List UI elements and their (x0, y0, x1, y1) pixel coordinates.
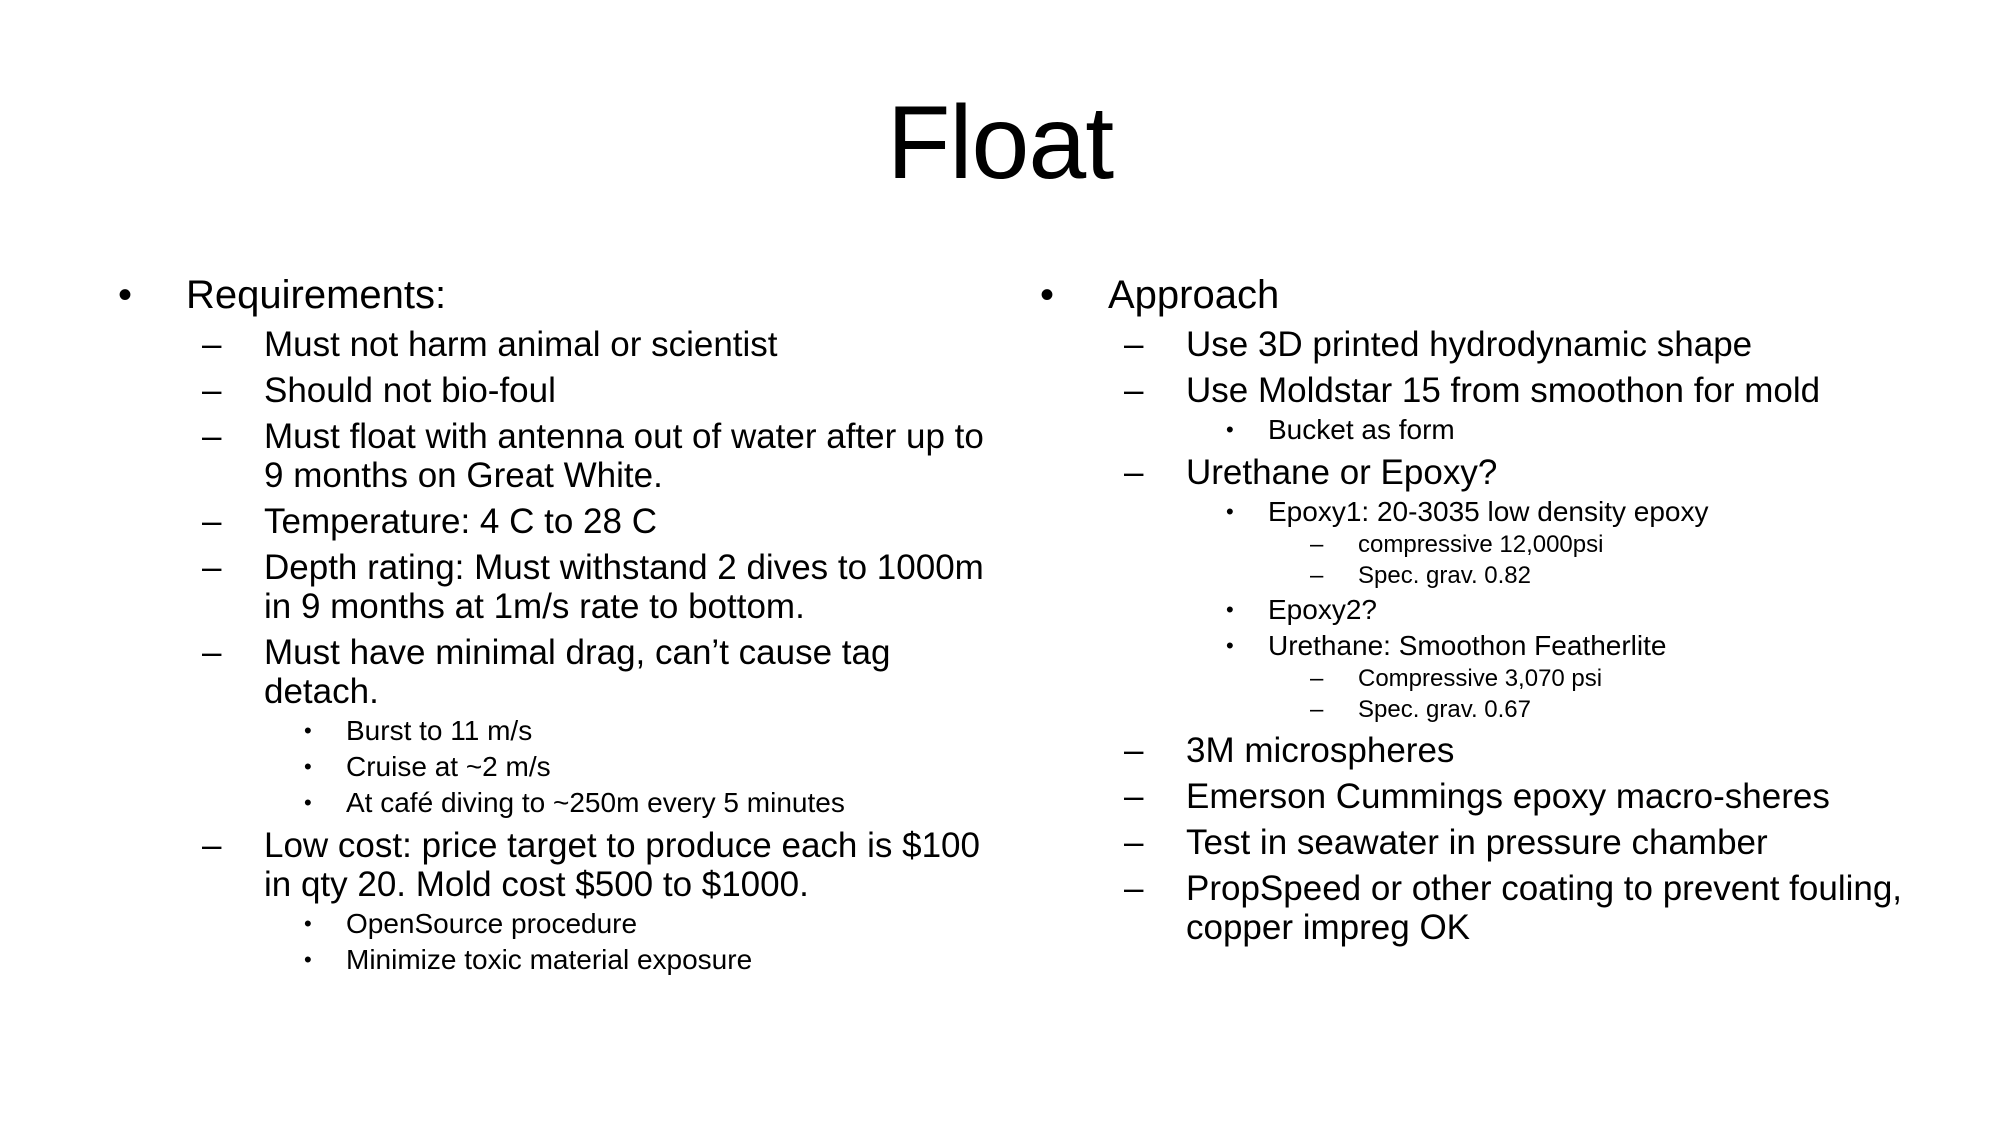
list-item: – Must have minimal drag, can’t cause tag detach. (118, 633, 998, 711)
dash-icon (202, 371, 221, 410)
dash-icon (202, 548, 221, 587)
bullet-icon (304, 715, 312, 747)
bullet-icon (1226, 630, 1234, 662)
list-subitem: • Bucket as form (1040, 414, 1940, 446)
dash-icon (1124, 453, 1143, 492)
list-item: – Emerson Cummings epoxy macro-sheres (1040, 777, 1940, 816)
list-subitem: • Minimize toxic material exposure (118, 944, 998, 976)
list-subitem: • At café diving to ~250m every 5 minutes (118, 787, 998, 819)
bullet-icon (304, 944, 312, 976)
bullet-icon (304, 751, 312, 783)
slide-title: Float (886, 85, 1114, 201)
dash-icon (1124, 731, 1143, 770)
bullet-icon (1226, 496, 1234, 528)
dash-icon (202, 502, 221, 541)
dash-icon (1310, 531, 1323, 559)
dash-icon (202, 826, 221, 865)
dash-icon (202, 417, 221, 456)
list-item: – Should not bio-foul (118, 371, 998, 410)
bullet-icon (118, 272, 132, 318)
list-subsubitem: – Spec. grav. 0.82 (1040, 562, 1940, 590)
list-subitem: • Cruise at ~2 m/s (118, 751, 998, 783)
dash-icon (1124, 823, 1143, 862)
approach-list (1040, 272, 1940, 947)
list-subitem: • Urethane: Smoothon Featherlite (1040, 630, 1940, 662)
dash-icon (1310, 665, 1323, 693)
list-item: – PropSpeed or other coating to prevent fouling, copper impreg OK (1040, 869, 1940, 947)
list-subsubitem: – Compressive 3,070 psi (1040, 665, 1940, 693)
list-item: – Must float with antenna out of water after up to 9 months on Great White. (118, 417, 998, 495)
approach-heading: • Approach (1040, 272, 1940, 318)
bullet-icon (304, 908, 312, 940)
list-item: – Low cost: price target to produce each is $100 in qty 20. Mold cost $500 to $1000. (118, 826, 998, 904)
list-subitem: • Epoxy2? (1040, 594, 1940, 626)
list-subitem: • Burst to 11 m/s (118, 715, 998, 747)
list-subitem: • Epoxy1: 20-3035 low density epoxy (1040, 496, 1940, 528)
dash-icon (1124, 869, 1143, 908)
bullet-icon (1226, 594, 1234, 626)
requirements-list (118, 272, 998, 976)
list-item: – Urethane or Epoxy? (1040, 453, 1940, 492)
bullet-icon (1226, 414, 1234, 446)
list-item: – Use Moldstar 15 from smoothon for mold (1040, 371, 1940, 410)
dash-icon (202, 633, 221, 672)
dash-icon (1310, 562, 1323, 590)
list-item: – Depth rating: Must withstand 2 dives to 1000m in 9 months at 1m/s rate to bottom. (118, 548, 998, 626)
list-item: – Must not harm animal or scientist (118, 325, 998, 364)
dash-icon (1124, 325, 1143, 364)
list-subsubitem: – compressive 12,000psi (1040, 531, 1940, 559)
bullet-icon (304, 787, 312, 819)
list-item: – Use 3D printed hydrodynamic shape (1040, 325, 1940, 364)
requirements-heading: • Requirements: (118, 272, 998, 318)
bullet-icon (1040, 272, 1054, 318)
list-item: – 3M microspheres (1040, 731, 1940, 770)
list-item: – Test in seawater in pressure chamber (1040, 823, 1940, 862)
list-subitem: • OpenSource procedure (118, 908, 998, 940)
list-item: – Temperature: 4 C to 28 C (118, 502, 998, 541)
list-subsubitem: – Spec. grav. 0.67 (1040, 696, 1940, 724)
dash-icon (202, 325, 221, 364)
dash-icon (1124, 371, 1143, 410)
dash-icon (1310, 696, 1323, 724)
dash-icon (1124, 777, 1143, 816)
